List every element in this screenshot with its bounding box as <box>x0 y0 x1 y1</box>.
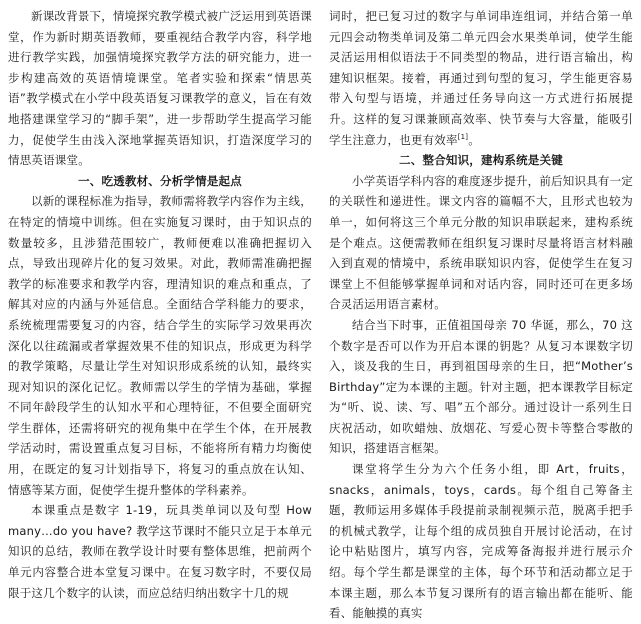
section-2-paragraph-1: 小学英语学科内容的难度逐步提升，前后知识具有一定的关联性和递进性。课文内容的篇幅不大，且形式也较为单一，如何将这三个单元分散的知识串联起来，建构系统是个难点。这便需教师在组织复习课时尽量将语言材料融入到直观的情境中，系统串联知识内容，促使学生在复习课堂上不但能够掌握单词和对话内容，同时还可在更多场合灵活运用语言素材。 <box>329 173 633 312</box>
section-2-paragraph-3: 课堂将学生分为六个任务小组，即 Art，fruits，snacks，animals，toys，cards。每个组自己筹备主题，教师运用多媒体手段提前录制视频示范，脱离手把手的机械式教学，让每个组的成员独自开展讨论活动，在讨论中粘贴图片，填写内容，完成筹备海报并进行展示介绍。每个学生都是课堂的主体，每个环节和活动都立足于本课主题，那么本节复习课所有的语言输出都在能听、能看、能触摸的真实 <box>329 462 633 621</box>
section-2-paragraph-2: 结合当下时事，正值祖国母亲 70 华诞，那么，70 这个数字是否可以作为开启本课的钥匙？从复习本课数字切入，谈及我的生日，再到祖国母亲的生日，把“Mother’s Birthday”定为本课的主题。针对主题，把本课教学目标定为“听、说、读、写、唱”五个部分。通过设计一系列生日庆祝活动，如吹蜡烛、放烟花、写爱心贺卡等整合零散的知识，搭建语言框架。 <box>329 317 633 456</box>
section-heading-2: 二、整合知识，建构系统是关键 <box>399 153 563 168</box>
continued-paragraph-text: 词时，把已复习过的数字与单词串连组词，并结合第一单元四会动物类单词及第二单元四会水果类单词，使学生能灵活运用相似语法于不同类型的物品，进行语言输出，构建知识框架。接着，再通过到句型的复习，学生能更容易带入句型与语境，并通过任务导向这一方式进行拓展提升。这样的复习课兼顾高效率、快节奏与大容量，能吸引学生注意力，也更有效率 <box>329 9 633 147</box>
citation-ref: [1] <box>457 132 469 141</box>
section-1-paragraph-1: 以新的课程标准为指导，教师需将教学内容作为主线，在特定的情境中训练。但在实施复习课时，由于知识点的数量较多，且涉猎范围较广，教师便难以准确把握切入点，导致出现碎片化的复习效果。对此，教师需准确把握教学的标准要求和教学内容，理清知识的难点和重点，了解其对应的内涵与外延信息。全面结合学科能力的要求，系统梳理需要复习的内容，结合学生的实际学习效果再次深化以往疏漏或者掌握效果不佳的知识点，形成更为科学的教学策略，尽量让学生对知识形成系统的认知，最终实现对知识的深化记忆。教师需以学生的学情为基础，掌握不同年龄段学生的认知水平和心理特征，不但要全面研究学生群体，还需将研究的视角集中在学生个体，在开展教学活动时，需设置重点复习目标，不能将所有精力均衡使用，在既定的复习计划指导下，将复习的重点放在认知、情感等某方面，促使学生提升整体的学科素养。 <box>8 194 312 497</box>
section-heading-1: 一、吃透教材、分析学情是起点 <box>78 173 242 188</box>
left-column <box>8 6 312 624</box>
right-column <box>329 6 633 624</box>
intro-paragraph: 新课改背景下，情境探究教学模式被广泛运用到英语课堂，作为新时期英语教师，要重视结合教学内容，科学地进行教学实践，加强情境探究教学方法的研究能力，进一步构建高效的英语情境课堂。笔者实验和探索“情思英语”教学模式在小学中段英语复习课教学的意义，旨在有效地搭建课堂学习的“脚手架”，进一步帮助学生提高学习能力，促使学生由浅入深地掌握英语知识，打造深度学习的情思英语课堂。 <box>8 9 312 168</box>
continued-paragraph-end: 。 <box>468 132 480 147</box>
two-column-layout <box>8 6 633 624</box>
continued-paragraph <box>329 6 633 150</box>
section-1-paragraph-2: 本课重点是数字 1-19，玩具类单词以及句型 How many…do you have? 教学这节课时不能只立足于本单元知识的总结，教师在教学设计时要有整体思维，把前两个单元内容整合进本堂复习课中。在复习数字时，不要仅局限于这几个数字的认读，而应总结归纳出数字十几的规 <box>8 503 312 600</box>
